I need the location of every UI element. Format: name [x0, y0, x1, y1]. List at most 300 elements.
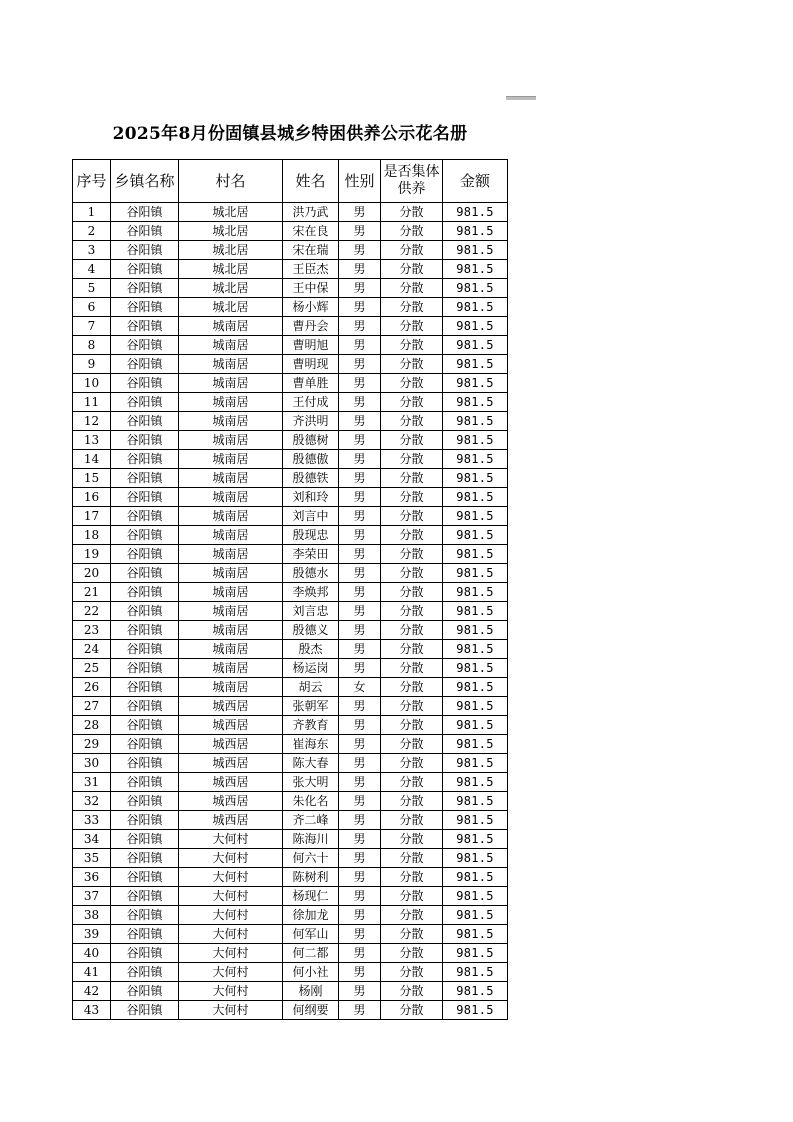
cell-township: 谷阳镇 [111, 450, 179, 469]
cell-gender: 男 [339, 545, 381, 564]
table-row [73, 203, 508, 222]
cell-name: 殷德水 [283, 564, 339, 583]
cell-name: 曹单胜 [283, 374, 339, 393]
cell-township: 谷阳镇 [111, 298, 179, 317]
cell-township: 谷阳镇 [111, 982, 179, 1001]
cell-collective: 分散 [381, 260, 443, 279]
cell-village: 城西居 [179, 792, 283, 811]
cell-name: 陈海川 [283, 830, 339, 849]
cell-name: 李焕邦 [283, 583, 339, 602]
cell-collective: 分散 [381, 507, 443, 526]
cell-township: 谷阳镇 [111, 811, 179, 830]
cell-seq: 30 [73, 754, 111, 773]
cell-gender: 男 [339, 982, 381, 1001]
cell-village: 城南居 [179, 545, 283, 564]
cell-village: 城南居 [179, 431, 283, 450]
cell-village: 城南居 [179, 602, 283, 621]
table-row [73, 222, 508, 241]
cell-seq: 41 [73, 963, 111, 982]
cell-township: 谷阳镇 [111, 906, 179, 925]
cell-village: 城南居 [179, 317, 283, 336]
cell-amount: 981.5 [443, 488, 508, 507]
cell-amount: 981.5 [443, 298, 508, 317]
cell-gender: 男 [339, 469, 381, 488]
cell-village: 城南居 [179, 488, 283, 507]
cell-amount: 981.5 [443, 431, 508, 450]
table-row [73, 925, 508, 944]
cell-amount: 981.5 [443, 336, 508, 355]
cell-village: 大何村 [179, 887, 283, 906]
cell-seq: 15 [73, 469, 111, 488]
cell-amount: 981.5 [443, 564, 508, 583]
table-row [73, 431, 508, 450]
cell-amount: 981.5 [443, 925, 508, 944]
cell-gender: 男 [339, 260, 381, 279]
cell-township: 谷阳镇 [111, 488, 179, 507]
cell-seq: 31 [73, 773, 111, 792]
cell-amount: 981.5 [443, 355, 508, 374]
cell-village: 大何村 [179, 849, 283, 868]
cell-village: 城西居 [179, 754, 283, 773]
cell-gender: 男 [339, 450, 381, 469]
cell-collective: 分散 [381, 317, 443, 336]
cell-village: 城南居 [179, 564, 283, 583]
cell-name: 宋在瑞 [283, 241, 339, 260]
cell-township: 谷阳镇 [111, 963, 179, 982]
cell-township: 谷阳镇 [111, 697, 179, 716]
cell-gender: 男 [339, 887, 381, 906]
cell-village: 城北居 [179, 260, 283, 279]
table-row [73, 887, 508, 906]
cell-village: 城西居 [179, 735, 283, 754]
cell-gender: 男 [339, 963, 381, 982]
cell-village: 大何村 [179, 944, 283, 963]
cell-amount: 981.5 [443, 944, 508, 963]
cell-village: 城南居 [179, 507, 283, 526]
cell-seq: 5 [73, 279, 111, 298]
cell-collective: 分散 [381, 906, 443, 925]
cell-name: 张朝军 [283, 697, 339, 716]
cell-name: 齐洪明 [283, 412, 339, 431]
roster-body [73, 203, 508, 1020]
cell-gender: 男 [339, 716, 381, 735]
table-row [73, 944, 508, 963]
cell-collective: 分散 [381, 944, 443, 963]
cell-village: 大何村 [179, 906, 283, 925]
header-collective: 是否集体供养 [381, 160, 443, 203]
cell-name: 何六十 [283, 849, 339, 868]
cell-amount: 981.5 [443, 241, 508, 260]
cell-collective: 分散 [381, 355, 443, 374]
cell-seq: 35 [73, 849, 111, 868]
cell-collective: 分散 [381, 640, 443, 659]
cell-collective: 分散 [381, 545, 443, 564]
cell-village: 城南居 [179, 450, 283, 469]
table-row [73, 317, 508, 336]
cell-collective: 分散 [381, 982, 443, 1001]
cell-collective: 分散 [381, 374, 443, 393]
cell-name: 曹丹会 [283, 317, 339, 336]
cell-name: 杨小辉 [283, 298, 339, 317]
cell-collective: 分散 [381, 792, 443, 811]
cell-village: 城南居 [179, 469, 283, 488]
cell-name: 陈树利 [283, 868, 339, 887]
cell-amount: 981.5 [443, 735, 508, 754]
cell-gender: 男 [339, 925, 381, 944]
cell-township: 谷阳镇 [111, 583, 179, 602]
cell-gender: 男 [339, 792, 381, 811]
cell-seq: 40 [73, 944, 111, 963]
cell-seq: 8 [73, 336, 111, 355]
cell-township: 谷阳镇 [111, 849, 179, 868]
cell-collective: 分散 [381, 469, 443, 488]
cell-name: 李荣田 [283, 545, 339, 564]
cell-gender: 男 [339, 317, 381, 336]
cell-collective: 分散 [381, 659, 443, 678]
cell-amount: 981.5 [443, 849, 508, 868]
cell-gender: 男 [339, 640, 381, 659]
cell-township: 谷阳镇 [111, 564, 179, 583]
cell-seq: 36 [73, 868, 111, 887]
table-row [73, 279, 508, 298]
cell-village: 城南居 [179, 412, 283, 431]
cell-gender: 男 [339, 906, 381, 925]
cell-township: 谷阳镇 [111, 393, 179, 412]
cell-township: 谷阳镇 [111, 735, 179, 754]
cell-seq: 43 [73, 1001, 111, 1020]
cell-amount: 981.5 [443, 754, 508, 773]
cell-seq: 25 [73, 659, 111, 678]
cell-seq: 29 [73, 735, 111, 754]
cell-amount: 981.5 [443, 773, 508, 792]
table-row [73, 526, 508, 545]
cell-village: 城西居 [179, 773, 283, 792]
cell-village: 城北居 [179, 279, 283, 298]
cell-name: 胡云 [283, 678, 339, 697]
cell-name: 杨刚 [283, 982, 339, 1001]
cell-name: 何纲要 [283, 1001, 339, 1020]
cell-amount: 981.5 [443, 203, 508, 222]
table-row [73, 773, 508, 792]
cell-village: 大何村 [179, 830, 283, 849]
cell-township: 谷阳镇 [111, 222, 179, 241]
cell-collective: 分散 [381, 621, 443, 640]
table-row [73, 507, 508, 526]
cell-township: 谷阳镇 [111, 830, 179, 849]
cell-collective: 分散 [381, 336, 443, 355]
cell-name: 徐加龙 [283, 906, 339, 925]
cell-amount: 981.5 [443, 963, 508, 982]
cell-gender: 男 [339, 488, 381, 507]
table-row [73, 659, 508, 678]
table-row [73, 241, 508, 260]
cell-seq: 7 [73, 317, 111, 336]
cell-collective: 分散 [381, 488, 443, 507]
cell-name: 刘言忠 [283, 602, 339, 621]
cell-collective: 分散 [381, 203, 443, 222]
cell-seq: 38 [73, 906, 111, 925]
table-row [73, 450, 508, 469]
cell-seq: 37 [73, 887, 111, 906]
cell-name: 杨现仁 [283, 887, 339, 906]
cell-amount: 981.5 [443, 279, 508, 298]
cell-village: 城南居 [179, 393, 283, 412]
cell-collective: 分散 [381, 716, 443, 735]
header-township: 乡镇名称 [111, 160, 179, 203]
cell-amount: 981.5 [443, 317, 508, 336]
cell-collective: 分散 [381, 811, 443, 830]
cell-gender: 男 [339, 526, 381, 545]
cell-seq: 11 [73, 393, 111, 412]
cell-amount: 981.5 [443, 811, 508, 830]
cell-gender: 男 [339, 659, 381, 678]
cell-village: 城南居 [179, 336, 283, 355]
cell-name: 殷德傲 [283, 450, 339, 469]
table-row [73, 260, 508, 279]
cell-gender: 男 [339, 754, 381, 773]
cell-village: 城西居 [179, 697, 283, 716]
cell-name: 陈大春 [283, 754, 339, 773]
cell-township: 谷阳镇 [111, 944, 179, 963]
cell-amount: 981.5 [443, 450, 508, 469]
cell-gender: 男 [339, 507, 381, 526]
cell-seq: 34 [73, 830, 111, 849]
cell-collective: 分散 [381, 849, 443, 868]
cell-collective: 分散 [381, 925, 443, 944]
cell-gender: 男 [339, 412, 381, 431]
cell-gender: 男 [339, 279, 381, 298]
cell-village: 城北居 [179, 222, 283, 241]
table-row [73, 469, 508, 488]
table-row [73, 602, 508, 621]
cell-gender: 男 [339, 374, 381, 393]
table-row [73, 583, 508, 602]
table-row [73, 963, 508, 982]
table-row [73, 374, 508, 393]
cell-name: 洪乃武 [283, 203, 339, 222]
cell-collective: 分散 [381, 868, 443, 887]
cell-name: 何二都 [283, 944, 339, 963]
cell-gender: 男 [339, 697, 381, 716]
cell-township: 谷阳镇 [111, 659, 179, 678]
cell-gender: 男 [339, 1001, 381, 1020]
cell-amount: 981.5 [443, 830, 508, 849]
table-row [73, 355, 508, 374]
cell-name: 宋在良 [283, 222, 339, 241]
cell-gender: 男 [339, 241, 381, 260]
cell-name: 曹明旭 [283, 336, 339, 355]
cell-gender: 男 [339, 355, 381, 374]
table-row [73, 735, 508, 754]
cell-township: 谷阳镇 [111, 640, 179, 659]
cell-gender: 男 [339, 944, 381, 963]
cell-name: 齐教育 [283, 716, 339, 735]
cell-amount: 981.5 [443, 507, 508, 526]
cell-amount: 981.5 [443, 982, 508, 1001]
cell-amount: 981.5 [443, 374, 508, 393]
cell-seq: 28 [73, 716, 111, 735]
cell-township: 谷阳镇 [111, 716, 179, 735]
header-name: 姓名 [283, 160, 339, 203]
cell-village: 大何村 [179, 982, 283, 1001]
cell-name: 殷现忠 [283, 526, 339, 545]
table-row [73, 545, 508, 564]
header-seq: 序号 [73, 160, 111, 203]
cell-name: 殷德义 [283, 621, 339, 640]
cell-amount: 981.5 [443, 545, 508, 564]
table-row [73, 640, 508, 659]
table-row [73, 336, 508, 355]
cell-collective: 分散 [381, 526, 443, 545]
cell-name: 张大明 [283, 773, 339, 792]
table-row [73, 298, 508, 317]
cell-amount: 981.5 [443, 887, 508, 906]
cell-name: 王臣杰 [283, 260, 339, 279]
cell-township: 谷阳镇 [111, 925, 179, 944]
cell-township: 谷阳镇 [111, 203, 179, 222]
cell-village: 大何村 [179, 925, 283, 944]
cell-seq: 23 [73, 621, 111, 640]
page-title: 2025年8月份固镇县城乡特困供养公示花名册 [112, 124, 468, 144]
cell-seq: 20 [73, 564, 111, 583]
cell-amount: 981.5 [443, 792, 508, 811]
cell-gender: 男 [339, 393, 381, 412]
cell-collective: 分散 [381, 678, 443, 697]
cell-name: 殷德铁 [283, 469, 339, 488]
cell-name: 刘言中 [283, 507, 339, 526]
cell-amount: 981.5 [443, 697, 508, 716]
header-village: 村名 [179, 160, 283, 203]
cell-amount: 981.5 [443, 716, 508, 735]
cell-township: 谷阳镇 [111, 260, 179, 279]
cell-seq: 3 [73, 241, 111, 260]
cell-amount: 981.5 [443, 602, 508, 621]
cell-collective: 分散 [381, 887, 443, 906]
cell-amount: 981.5 [443, 260, 508, 279]
table-row [73, 393, 508, 412]
cell-seq: 1 [73, 203, 111, 222]
cell-village: 城西居 [179, 716, 283, 735]
cell-seq: 18 [73, 526, 111, 545]
cell-gender: 男 [339, 868, 381, 887]
cell-township: 谷阳镇 [111, 545, 179, 564]
cell-amount: 981.5 [443, 1001, 508, 1020]
table-row [73, 716, 508, 735]
cell-seq: 16 [73, 488, 111, 507]
cell-township: 谷阳镇 [111, 317, 179, 336]
cell-seq: 27 [73, 697, 111, 716]
cell-seq: 13 [73, 431, 111, 450]
cell-township: 谷阳镇 [111, 279, 179, 298]
cell-seq: 21 [73, 583, 111, 602]
cell-village: 大何村 [179, 963, 283, 982]
cell-village: 城西居 [179, 811, 283, 830]
table-row [73, 906, 508, 925]
cell-seq: 33 [73, 811, 111, 830]
cell-township: 谷阳镇 [111, 374, 179, 393]
cell-collective: 分散 [381, 450, 443, 469]
cell-gender: 男 [339, 602, 381, 621]
cell-amount: 981.5 [443, 412, 508, 431]
cell-collective: 分散 [381, 830, 443, 849]
cell-seq: 10 [73, 374, 111, 393]
cell-name: 齐二峰 [283, 811, 339, 830]
cell-amount: 981.5 [443, 868, 508, 887]
table-row [73, 697, 508, 716]
table-row [73, 1001, 508, 1020]
cell-village: 城南居 [179, 355, 283, 374]
cell-village: 城南居 [179, 583, 283, 602]
cell-collective: 分散 [381, 754, 443, 773]
cell-name: 崔海东 [283, 735, 339, 754]
cell-village: 城北居 [179, 203, 283, 222]
cell-collective: 分散 [381, 1001, 443, 1020]
roster-table [72, 159, 508, 1020]
cell-gender: 男 [339, 203, 381, 222]
cell-village: 城北居 [179, 298, 283, 317]
header-gender: 性别 [339, 160, 381, 203]
cell-seq: 24 [73, 640, 111, 659]
cell-village: 城南居 [179, 374, 283, 393]
table-row [73, 678, 508, 697]
cell-gender: 男 [339, 336, 381, 355]
cell-collective: 分散 [381, 697, 443, 716]
cell-amount: 981.5 [443, 222, 508, 241]
table-row [73, 621, 508, 640]
cell-collective: 分散 [381, 602, 443, 621]
cell-name: 刘和玲 [283, 488, 339, 507]
cell-name: 何小社 [283, 963, 339, 982]
cell-collective: 分散 [381, 773, 443, 792]
cell-township: 谷阳镇 [111, 754, 179, 773]
cell-gender: 男 [339, 621, 381, 640]
table-row [73, 792, 508, 811]
cell-village: 大何村 [179, 1001, 283, 1020]
cell-collective: 分散 [381, 583, 443, 602]
cell-collective: 分散 [381, 735, 443, 754]
cell-village: 大何村 [179, 868, 283, 887]
cell-gender: 男 [339, 830, 381, 849]
table-row [73, 868, 508, 887]
cell-name: 杨运岗 [283, 659, 339, 678]
cell-seq: 12 [73, 412, 111, 431]
cell-township: 谷阳镇 [111, 431, 179, 450]
cell-seq: 39 [73, 925, 111, 944]
cell-collective: 分散 [381, 412, 443, 431]
cell-collective: 分散 [381, 431, 443, 450]
cell-gender: 男 [339, 222, 381, 241]
cell-township: 谷阳镇 [111, 507, 179, 526]
table-row [73, 412, 508, 431]
cell-gender: 男 [339, 849, 381, 868]
cell-name: 王中保 [283, 279, 339, 298]
table-row [73, 754, 508, 773]
cell-township: 谷阳镇 [111, 412, 179, 431]
cell-name: 殷德树 [283, 431, 339, 450]
cell-village: 城南居 [179, 621, 283, 640]
table-row [73, 849, 508, 868]
cell-gender: 女 [339, 678, 381, 697]
cell-gender: 男 [339, 431, 381, 450]
cell-village: 城北居 [179, 241, 283, 260]
header-amount: 金额 [443, 160, 508, 203]
cell-collective: 分散 [381, 963, 443, 982]
header-row [73, 160, 508, 203]
cell-gender: 男 [339, 583, 381, 602]
cell-collective: 分散 [381, 222, 443, 241]
cell-seq: 26 [73, 678, 111, 697]
cell-amount: 981.5 [443, 526, 508, 545]
